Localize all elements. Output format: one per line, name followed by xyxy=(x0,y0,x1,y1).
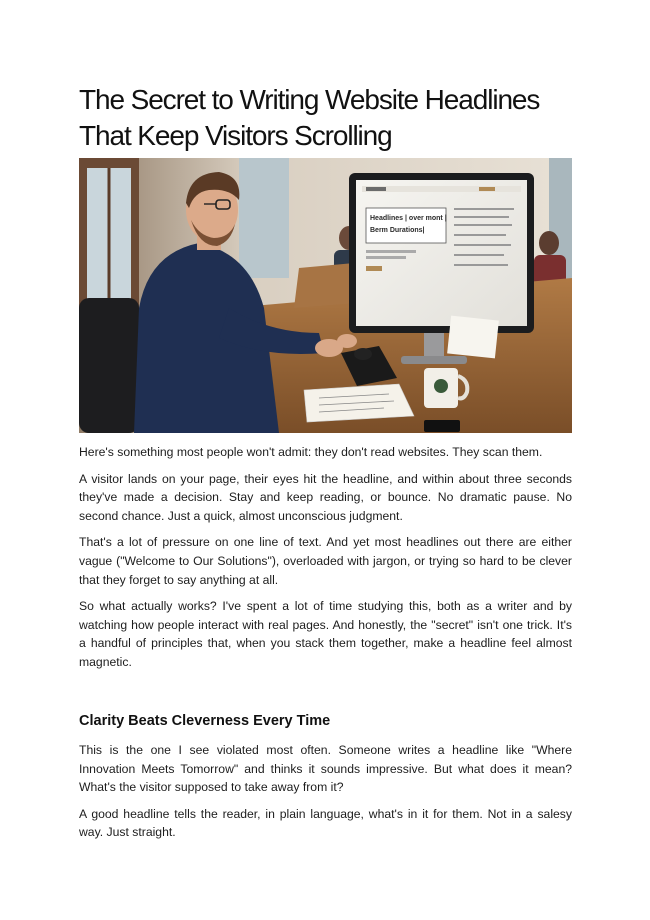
svg-text:Berm Durations|: Berm Durations| xyxy=(370,227,425,234)
article-title: The Secret to Writing Website Headlines That Keep Visitors Scrolling xyxy=(79,84,540,151)
paragraph: That's a lot of pressure on one line of text. And yet most headlines out there are either vague ("Welcome to Our Solutions"), overloaded with jargon, or trying so hard to be clever that they forget to say anything at all. xyxy=(79,535,572,587)
paragraph: This is the one I see violated most often. Someone writes a headline like "Where Innovation Meets Tomorrow" and thinks it sounds impressive. But what does it mean? What's the visitor supposed to take away from it? xyxy=(79,743,572,795)
paragraph: A visitor lands on your page, their eyes hit the headline, and within about three seconds they've made a decision. Stay and keep reading, or bounce. No dramatic pause. No second chance. Just a quick, almost unconscious judgment. xyxy=(79,471,572,523)
screen-headline-text: Headlines | over mont | xyxy=(370,215,447,222)
section-heading: Clarity Beats Cleverness Every Time xyxy=(79,713,331,729)
hero-photo xyxy=(79,158,572,433)
paragraph: A good headline tells the reader, in plain language, what's in it for them. Not in a salesy way. Just straight. xyxy=(79,806,572,840)
intro-section xyxy=(79,443,572,680)
section-body xyxy=(79,741,572,850)
paragraph: Here's something most people won't admit: they don't read websites. They scan them. xyxy=(79,445,543,459)
paragraph: So what actually works? I've spent a lot of time studying this, both as a writer and by watching how people interact with real pages. And honestly, the "secret" isn't one trick. It's a handful of principles that, when you stack them together, make a headline feel almost magnetic. xyxy=(79,599,572,669)
office-scene-illustration xyxy=(79,158,572,433)
